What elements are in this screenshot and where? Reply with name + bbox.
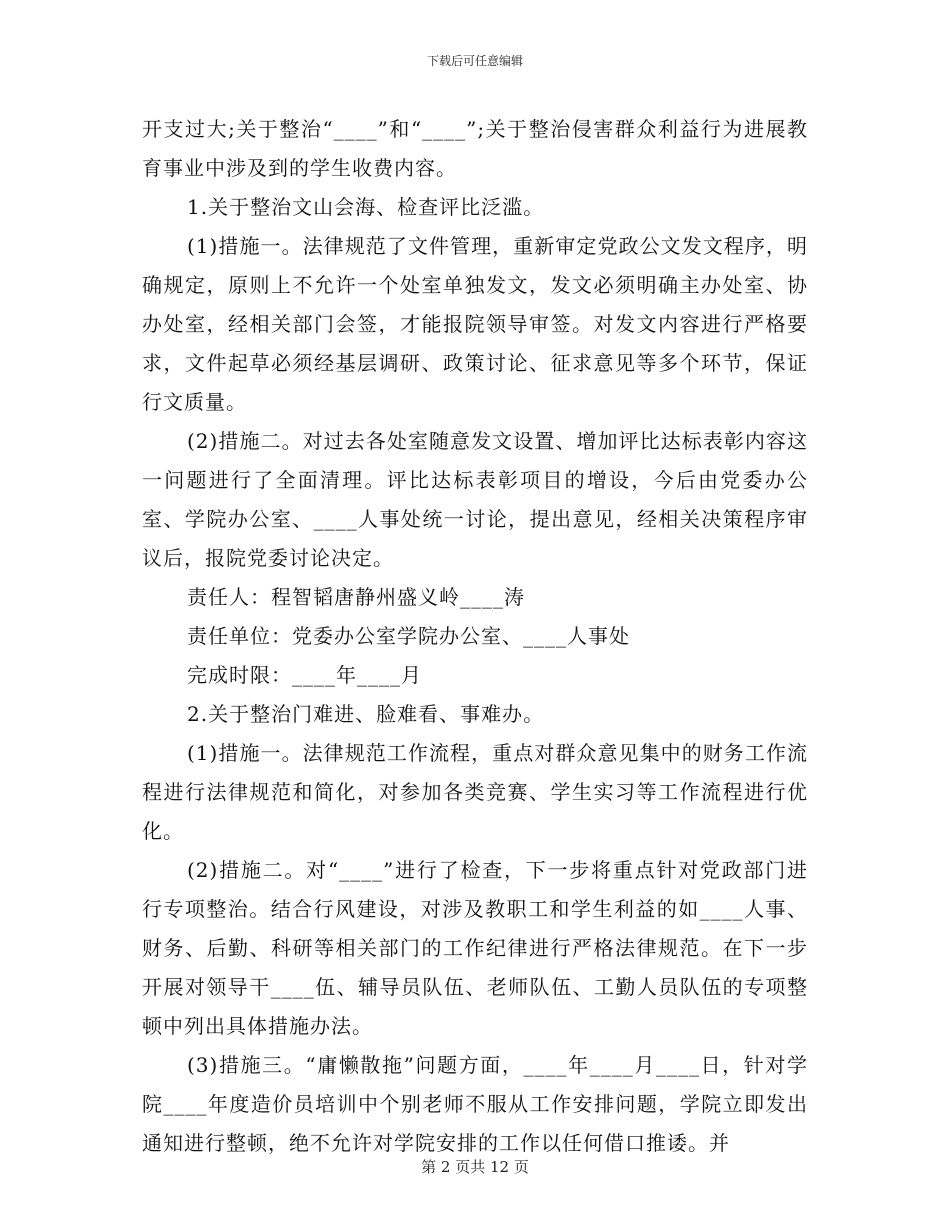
responsible-unit: 责任单位：党委办公室学院办公室、____人事处 [187, 624, 630, 648]
page-number: 第 2 页共 12 页 [421, 1158, 529, 1176]
document-body [142, 110, 808, 1163]
paragraph-workflow-measure-1: (1)措施一。法律规范工作流程，重点对群众意见集中的财务工作流程进行法律规范和简化，对参加各类竞赛、学生实习等工作流程进行优化。 [142, 741, 808, 843]
paragraph-workflow-measure-3: (3)措施三。“庸懒散拖”问题方面，____年____月____日，针对学院____年度造价员培训中个别老师不服从工作安排问题，学院立即发出通知进行整顿，绝不允许对学院安排的工作以任何借口推诿。并 [142, 1053, 808, 1155]
completion-deadline: 完成时限：____年____月 [187, 663, 422, 687]
section-heading-2: 2.关于整治门难进、脸难看、事难办。 [187, 702, 545, 726]
paragraph-continuation: 开支过大;关于整治“____”和“____”;关于整治侵害群众利益行为进展教育事业中涉及到的学生收费内容。 [142, 117, 808, 180]
paragraph-measure-1: (1)措施一。法律规范了文件管理，重新审定党政公文发文程序，明确规定，原则上不允许一个处室单独发文，发文必须明确主办处室、协办处室，经相关部门会签，才能报院领导审签。对发文内容进行严格要求，文件起草必须经基层调研、政策讨论、征求意见等多个环节，保证行文质量。 [142, 234, 808, 414]
section-heading-1: 1.关于整治文山会海、检查评比泛滥。 [187, 195, 545, 219]
paragraph-workflow-measure-2: (2)措施二。对“____”进行了检查，下一步将重点针对党政部门进行专项整治。结合行风建设，对涉及教职工和学生利益的如____人事、财务、后勤、科研等相关部门的工作纪律进行严格法律规范。在下一步开展对领导干____伍、辅导员队伍、老师队伍、工勤人员队伍的专项整顿中列出具体措施办法。 [142, 858, 808, 1038]
paragraph-measure-2: (2)措施二。对过去各处室随意发文设置、增加评比达标表彰内容这一问题进行了全面清理。评比达标表彰项目的增设，今后由党委办公室、学院办公室、____人事处统一讨论，提出意见，经相关决策程序审议后，报院党委讨论决定。 [142, 429, 808, 570]
responsible-person: 责任人：程智韬唐静州盛义岭____涛 [187, 585, 525, 609]
page-header: 下载后可任意编辑 [426, 54, 523, 68]
